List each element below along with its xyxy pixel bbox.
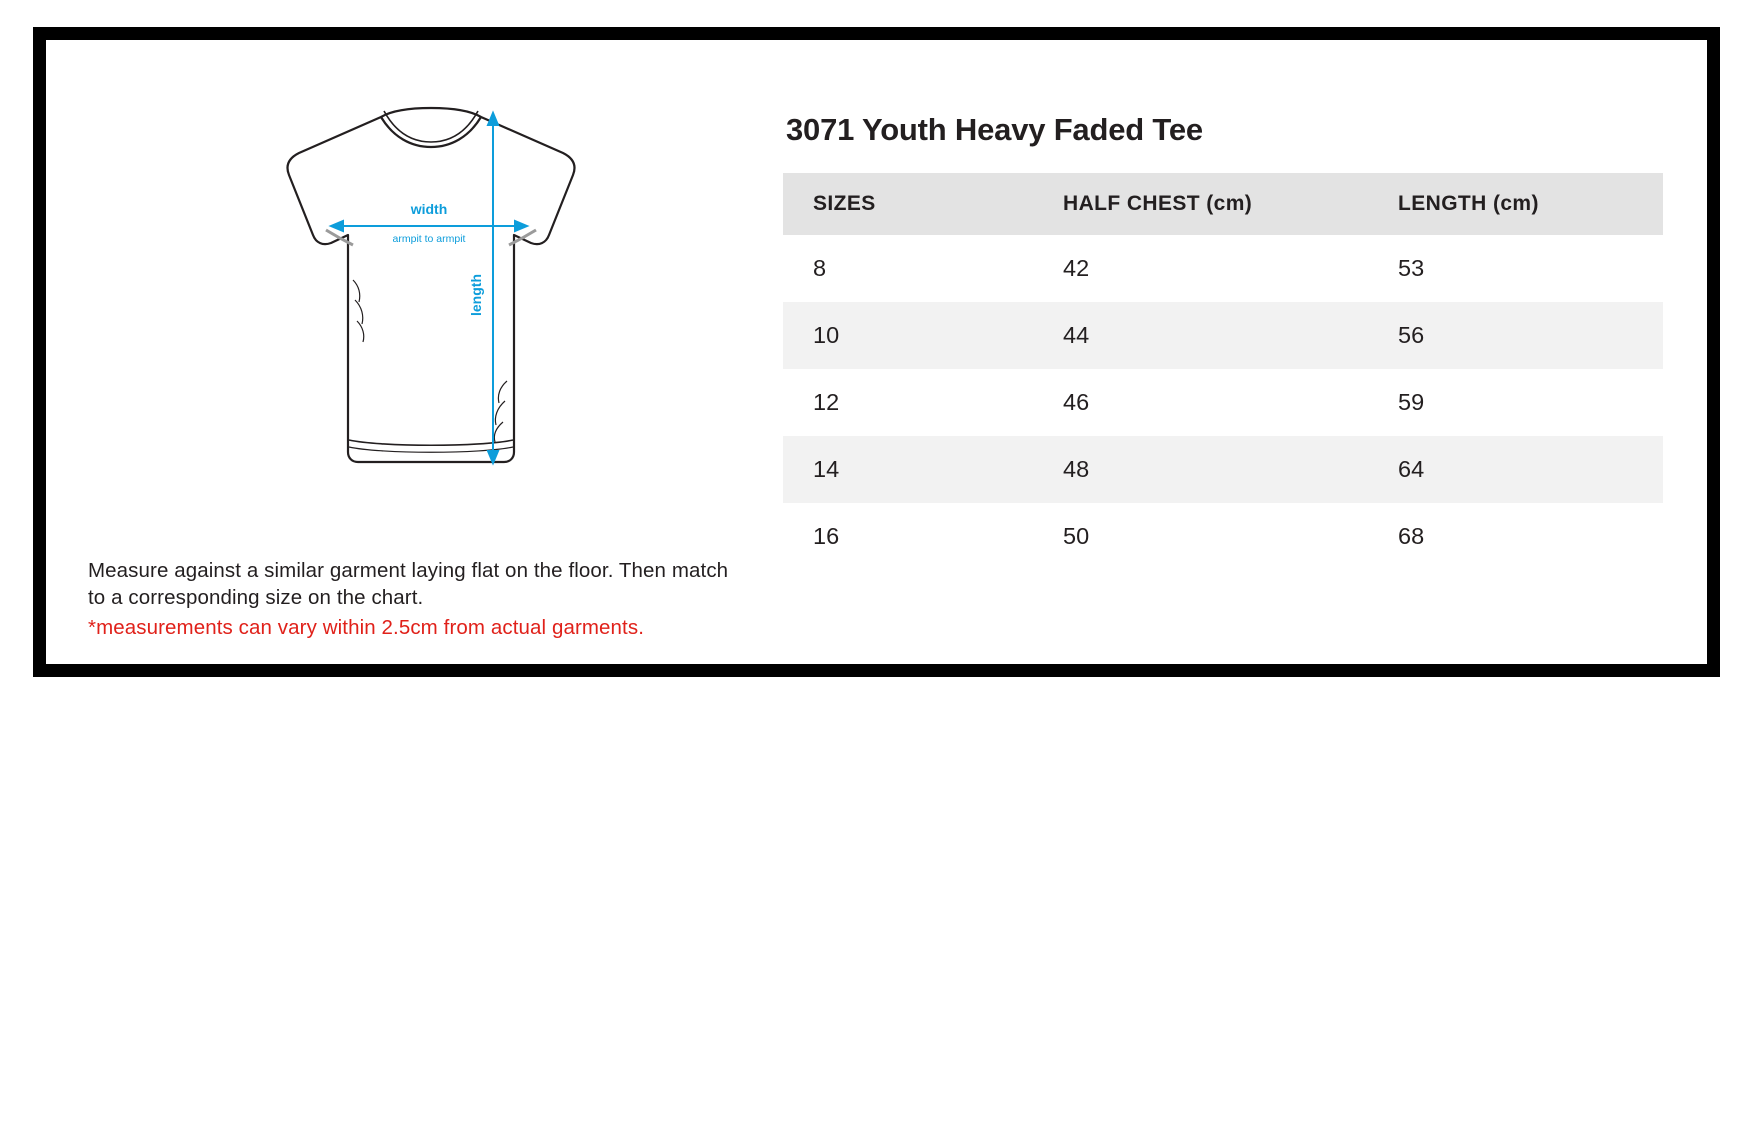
measurement-instructions <box>88 557 748 641</box>
instruction-text: Measure against a similar garment laying flat on the floor. Then match to a corresponding size on the chart. <box>88 559 729 610</box>
cell-size: 14 <box>813 456 840 482</box>
table-row <box>783 369 1663 436</box>
cell-length: 59 <box>1398 389 1425 415</box>
column-header-sizes: SIZES <box>813 192 876 215</box>
cell-size: 16 <box>813 523 840 549</box>
table-row <box>783 503 1663 570</box>
cell-half-chest: 46 <box>1063 389 1090 415</box>
cell-length: 64 <box>1398 456 1425 482</box>
cell-half-chest: 50 <box>1063 523 1090 549</box>
column-header-half-chest: HALF CHEST (cm) <box>1063 192 1253 215</box>
cell-size: 12 <box>813 389 840 415</box>
column-header-length: LENGTH (cm) <box>1398 192 1539 215</box>
width-sublabel-text: armpit to armpit <box>392 233 466 245</box>
page-title: 3071 Youth Heavy Faded Tee <box>786 112 1203 147</box>
cell-size: 10 <box>813 322 840 348</box>
tshirt-illustration <box>231 95 631 500</box>
warning-text: *measurements can vary within 2.5cm from actual garments. <box>88 615 644 639</box>
size-table-panel <box>766 40 1706 664</box>
cell-half-chest: 44 <box>1063 322 1090 348</box>
garment-diagram-panel <box>66 60 766 660</box>
cell-half-chest: 42 <box>1063 255 1090 281</box>
size-table <box>783 173 1663 570</box>
size-chart-card <box>33 27 1720 677</box>
cell-length: 53 <box>1398 255 1425 281</box>
cell-size: 8 <box>813 255 827 281</box>
cell-length: 56 <box>1398 322 1425 348</box>
cell-half-chest: 48 <box>1063 456 1090 482</box>
length-label-text: length <box>468 274 484 316</box>
card-inner <box>46 40 1707 664</box>
width-label-text: width <box>410 201 448 217</box>
table-row <box>783 436 1663 503</box>
table-header-row <box>783 173 1663 235</box>
table-row <box>783 302 1663 369</box>
table-row <box>783 235 1663 302</box>
cell-length: 68 <box>1398 523 1425 549</box>
